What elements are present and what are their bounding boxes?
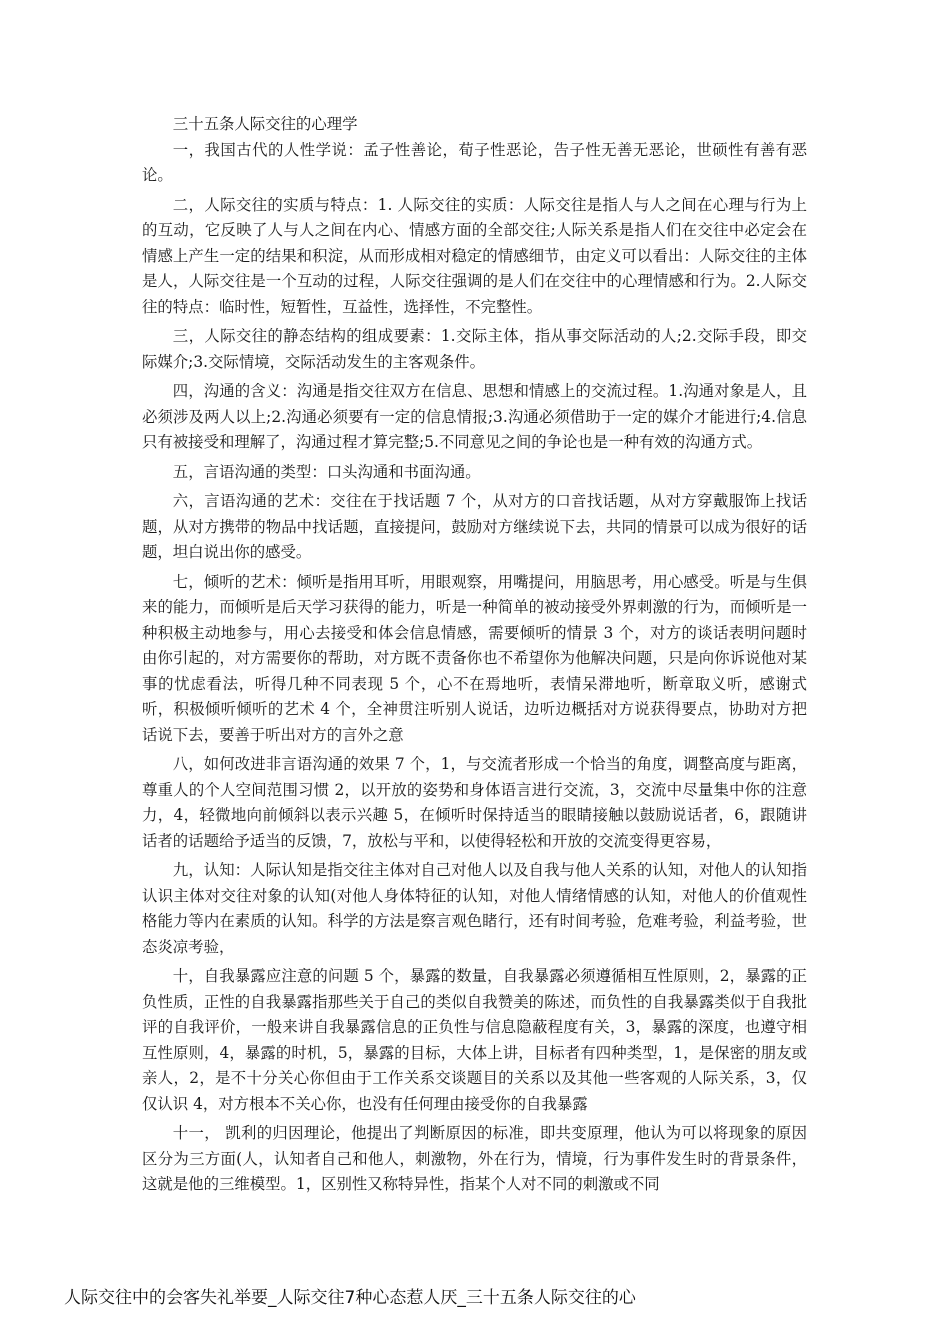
footer-caption: 人际交往中的会客失礼举要_人际交往7种心态惹人厌_三十五条人际交往的心 xyxy=(64,1288,636,1308)
paragraph-2: 二，人际交往的实质与特点：1. 人际交往的实质：人际交往是指人与人之间在心理与行为上的互动，它反映了人与人之间在内心、情感方面的全部交往;人际关系是指人们在交往中必定会在情感上产生一定的结果和积淀，从而形成相对稳定的情感细节，由定义可以看出：人际交往的主体是人，人际交往是一个互动的过程，人际交往强调的是人们在交往中的心理情感和行为。2.人际交往的特点：临时性，短暂性，互益性，选择性，不完整性。 xyxy=(142,195,807,316)
document-title: 三十五条人际交往的心理学 xyxy=(172,115,358,133)
paragraph-10: 十，自我暴露应注意的问题 5 个，暴露的数量，自我暴露必须遵循相互性原则，2，暴露的正负性质，正性的自我暴露指那些关于自己的类似自我赞美的陈述，而负性的自我暴露类似于自我批评的自我评价，一般来讲自我暴露信息的正负性与信息隐蔽程度有关，3，暴露的深度，也遵守相互性原则，4，暴露的时机，5，暴露的目标，大体上讲，目标者有四种类型，1，是保密的朋友或亲人，2，是不十分关心你但由于工作关系交谈题目的关系以及其他一些客观的人际关系，3，仅仅认识 4，对方根本不关心你，也没有任何理由接受你的自我暴露 xyxy=(142,967,807,1113)
paragraph-11: 十一， 凯利的归因理论，他提出了判断原因的标准，即共变原理，他认为可以将现象的原因区分为三方面(人，认知者自己和他人，刺激物，外在行为，情境，行为事件发生时的背景条件，这就是他的三维模型。1，区别性又称特异性，指某个人对不同的刺激或不同 xyxy=(142,1124,807,1193)
paragraph-5: 五，言语沟通的类型：口头沟通和书面沟通。 xyxy=(172,462,481,481)
paragraph-6: 六，言语沟通的艺术：交往在于找话题 7 个，从对方的口音找话题，从对方穿戴服饰上找话题，从对方携带的物品中找话题，直接提问，鼓励对方继续说下去，共同的情景可以成为很好的话题，坦白说出你的感受。 xyxy=(142,492,807,561)
document-body xyxy=(142,112,807,1198)
paragraph-8: 八，如何改进非言语沟通的效果 7 个，1，与交流者形成一个恰当的角度，调整高度与距离，尊重人的个人空间范围习惯 2，以开放的姿势和身体语言进行交流，3，交流中尽量集中你的注意力，4，轻微地向前倾斜以表示兴趣 5，在倾听时保持适当的眼睛接触以鼓励说话者，6，跟随讲话者的话题给予适当的反馈，7，放松与平和，以使得轻松和开放的交流变得更容易， xyxy=(142,755,807,850)
paragraph-7: 七，倾听的艺术：倾听是指用耳听，用眼观察，用嘴提问，用脑思考，用心感受。听是与生俱来的能力，而倾听是后天学习获得的能力，听是一种简单的被动接受外界刺激的行为，而倾听是一种积极主动地参与，用心去接受和体会信息情感，需要倾听的情景 3 个，对方的谈话表明问题时由你引起的，对方需要你的帮助，对方既不责备你也不希望你为他解决问题，只是向你诉说他对某事的忧虑看法，听得几种不同表现 5 个，心不在焉地听，表情呆滞地听，断章取义听，感谢式听，积极倾听倾听的艺术 4 个，全神贯注听别人说话，边听边概括对方说获得要点，协助对方把话说下去，要善于听出对方的言外之意 xyxy=(142,572,807,744)
paragraph-1: 一，我国古代的人性学说：孟子性善论，荀子性恶论，告子性无善无恶论，世硕性有善有恶论。 xyxy=(142,140,807,184)
paragraph-9: 九，认知：人际认知是指交往主体对自己对他人以及自我与他人关系的认知，对他人的认知指认识主体对交往对象的认知(对他人身体特征的认知，对他人情绪情感的认知，对他人的价值观性格能力等内在素质的认知。科学的方法是察言观色睹行，还有时间考验，危难考验，利益考验，世态炎凉考验， xyxy=(142,861,807,956)
paragraph-3: 三，人际交往的静态结构的组成要素：1.交际主体，指从事交际活动的人;2.交际手段，即交际媒介;3.交际情境，交际活动发生的主客观条件。 xyxy=(142,327,807,371)
paragraph-4: 四，沟通的含义：沟通是指交往双方在信息、思想和情感上的交流过程。1.沟通对象是人，且必须涉及两人以上;2.沟通必须要有一定的信息情报;3.沟通必须借助于一定的媒介才能进行;4.信息只有被接受和理解了，沟通过程才算完整;5.不同意见之间的争论也是一种有效的沟通方式。 xyxy=(142,382,807,451)
